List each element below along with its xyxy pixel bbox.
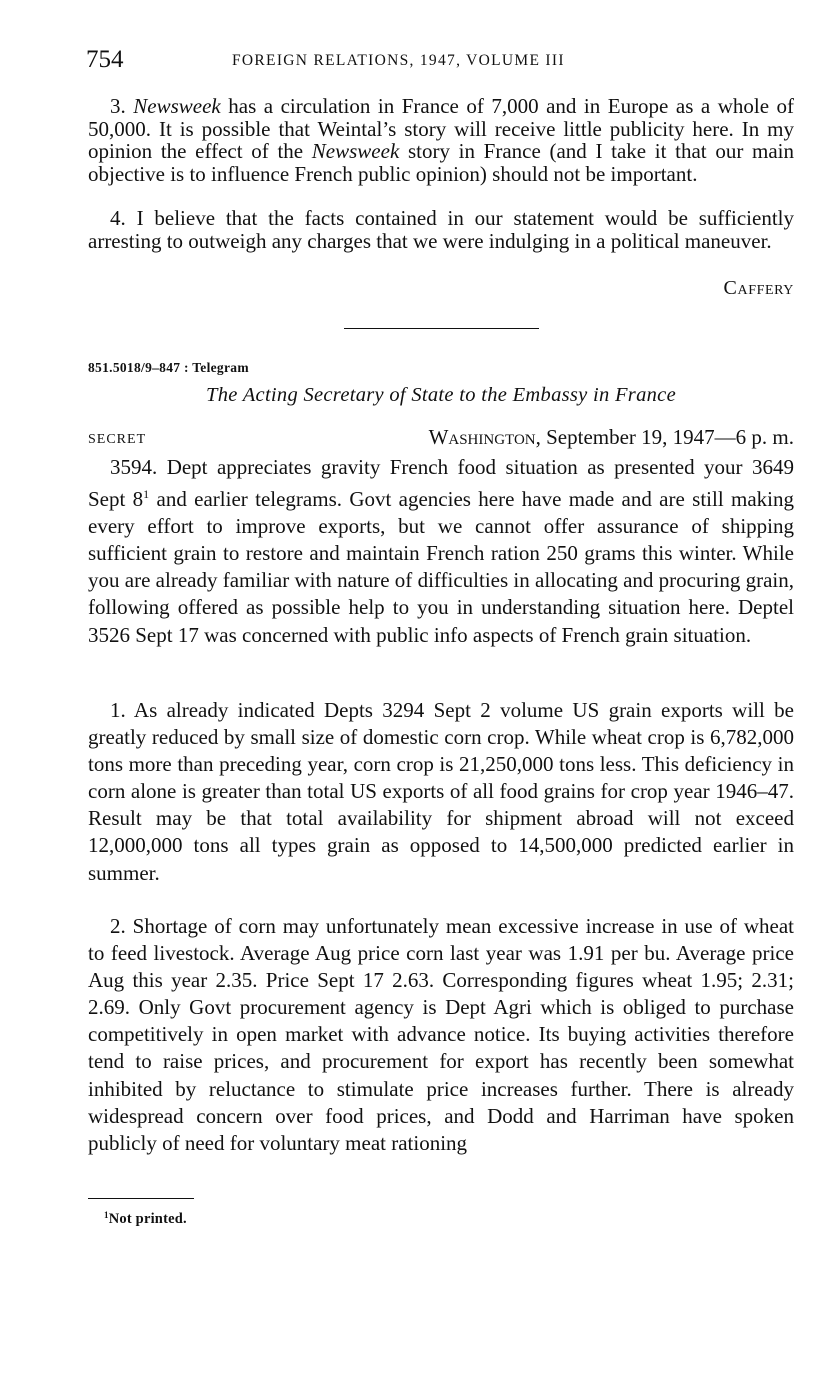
footnote-marker: 1 xyxy=(104,1210,109,1220)
signature-caffery: Caffery xyxy=(723,277,794,299)
footnote xyxy=(104,1210,187,1228)
paragraph-3-text: story in France (and I take it that our main objective is to influence French public opinion) should not be important. xyxy=(88,139,794,186)
page-header xyxy=(86,46,796,80)
telegram-paragraph-intro xyxy=(88,454,794,649)
dateline-date: , September 19, 1947—6 p. m. xyxy=(535,425,794,449)
telegram-paragraph-1: 1. As already indicated Depts 3294 Sept 2 volume US grain exports will be greatly reduced by small size of domestic corn crop. While wheat crop is 6,782,000 tons more than preceding year, corn crop is 21,250,000 tons less. This deficiency in corn alone is greater than total US exports of all food grains for crop year 1946–47. Result may be that total availability for shipment abroad will not exceed 12,000,000 tons all types grain as opposed to 14,500,000 predicted earlier in summer. xyxy=(88,698,794,885)
paragraph-3 xyxy=(88,95,794,185)
classification-label: SECRET xyxy=(88,432,147,447)
running-head: FOREIGN RELATIONS, 1947, VOLUME III xyxy=(232,52,565,69)
paragraph-4: 4. I believe that the facts contained in our statement would be sufficiently arresting to outweigh any charges that we were indulging in a political maneuver. xyxy=(88,206,794,253)
footnote-divider xyxy=(88,1198,194,1199)
telegram-paragraph-2: 2. Shortage of corn may unfortunately mean excessive increase in use of wheat to feed livestock. Average Aug price corn last year was 1.91 per bu. Average price Aug this year 2.35. Price Sept 17 2.63. Corresponding figures wheat 1.95; 2.31; 2.69. Only Govt procurement agency is Dept Agri which is obliged to purchase competitively in open market with advance notice. Its buying activities therefore tend to raise prices, and procurement for export has recently been somewhat inhibited by reluctance to stimulate price increases further. There is already widespread concern over food prices, and Dodd and Harriman have spoken publicly of need for voluntary meat rationing xyxy=(88,914,794,1155)
paragraph-3-text: has a circulation in France of 7,000 and in Europe as a whole of 50,000. It is possible that Weintal’s story will receive little publicity here. In my opinion the effect of the xyxy=(88,94,795,164)
paragraph-3-text: 3. xyxy=(110,94,134,118)
footnote-text: Not printed. xyxy=(108,1211,187,1227)
newsweek-title: Newsweek xyxy=(133,94,221,118)
intro-text: and earlier telegrams. Govt agencies here have made and are still making every effort to improve exports, but we cannot offer assurance of shipping sufficient grain to restore and maintain French ration 250 grams this winter. While you are already familiar with nature of difficulties in allocating and procuring grain, following offered as possible help to you in understanding situation here. Deptel 3526 Sept 17 was concerned with public info aspects of French grain situation. xyxy=(88,487,794,647)
document-title: The Acting Secretary of State to the Embassy in France xyxy=(206,384,676,406)
footnote-ref: 1 xyxy=(143,487,150,502)
newsweek-title: Newsweek xyxy=(311,139,400,164)
section-divider xyxy=(344,328,539,329)
file-number: 851.5018/9–847 : Telegram xyxy=(88,360,249,375)
intro-text: 3594. Dept appreciates gravity French food situation as presented your 3649 Sept 8 xyxy=(88,455,794,512)
dateline-place: Washington xyxy=(428,425,536,449)
page-number: 754 xyxy=(86,46,124,73)
dateline xyxy=(429,425,794,450)
